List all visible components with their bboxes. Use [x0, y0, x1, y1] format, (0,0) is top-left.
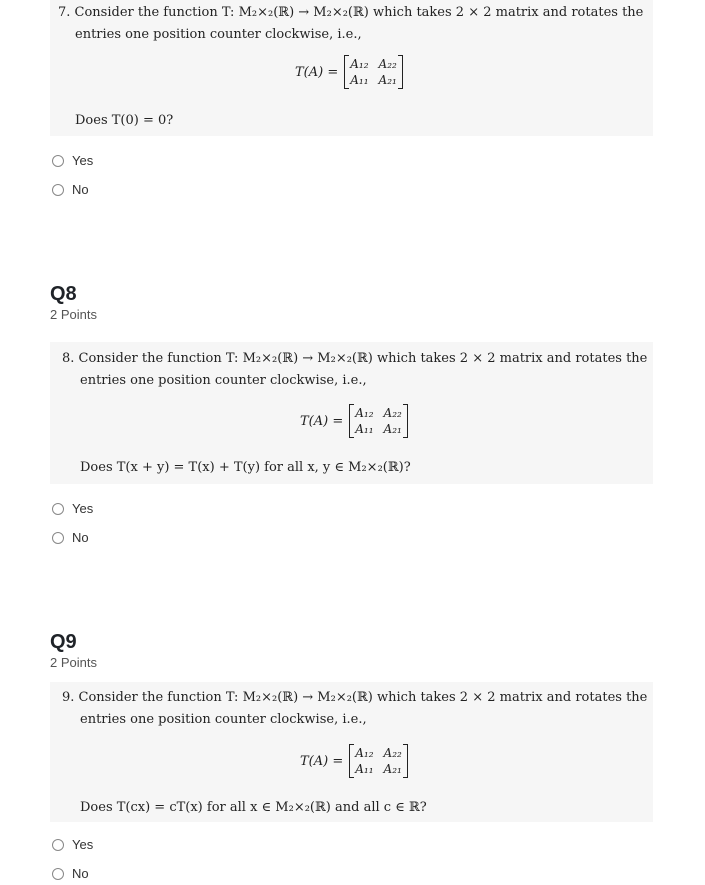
q9-formula-lhs: T(A) =: [300, 753, 344, 769]
q8-option-no[interactable]: [52, 530, 89, 545]
radio-button[interactable]: [52, 155, 64, 167]
matrix-entry: A₁₁: [355, 422, 374, 436]
q9-title: Q9: [50, 631, 77, 653]
q9-points: 2 Points: [50, 655, 97, 670]
radio-button[interactable]: [52, 868, 64, 880]
q8-formula-lhs: T(A) =: [300, 413, 344, 429]
q8-question-box: [50, 342, 653, 484]
q7-option-yes[interactable]: [52, 153, 93, 168]
radio-button[interactable]: [52, 532, 64, 544]
q9-question: Does T(cx) = cT(x) for all x ∈ M₂×₂(ℝ) and all c ∈ ℝ?: [80, 800, 427, 815]
q7-intro-line2: entries one position counter clockwise, i.e.,: [75, 27, 362, 42]
option-label: Yes: [72, 837, 94, 852]
matrix-entry: A₂₂: [383, 406, 402, 420]
radio-button[interactable]: [52, 184, 64, 196]
q8-title: Q8: [50, 283, 77, 305]
matrix-entry: A₁₂: [355, 746, 374, 760]
q8-option-yes[interactable]: [52, 501, 93, 516]
q9-option-no[interactable]: [52, 866, 89, 881]
q9-formula: [300, 744, 408, 778]
q8-points: 2 Points: [50, 307, 97, 322]
q7-formula-lhs: T(A) =: [295, 64, 339, 80]
q7-matrix: [344, 55, 403, 89]
option-label: No: [72, 530, 89, 545]
option-label: Yes: [72, 501, 94, 516]
option-label: No: [72, 866, 89, 881]
matrix-entry: A₁₁: [355, 762, 374, 776]
q8-question: Does T(x + y) = T(x) + T(y) for all x, y ∈ M₂×₂(ℝ)?: [80, 460, 411, 475]
q7-option-no[interactable]: [52, 182, 89, 197]
option-label: Yes: [72, 153, 94, 168]
q8-intro-line1: 8. Consider the function T: M₂×₂(ℝ) → M₂×₂(ℝ) which takes 2 × 2 matrix and rotates the: [62, 351, 648, 366]
matrix-entry: A₁₁: [350, 73, 369, 87]
q9-intro-line1: 9. Consider the function T: M₂×₂(ℝ) → M₂×₂(ℝ) which takes 2 × 2 matrix and rotates the: [62, 690, 648, 705]
q7-question: Does T(0) = 0?: [75, 113, 174, 128]
matrix-entry: A₂₂: [378, 57, 397, 71]
matrix-entry: A₂₁: [383, 422, 402, 436]
matrix-entry: A₁₂: [350, 57, 369, 71]
q9-option-yes[interactable]: [52, 837, 93, 852]
radio-button[interactable]: [52, 503, 64, 515]
q7-question-box: [50, 0, 653, 136]
q7-intro-line1: 7. Consider the function T: M₂×₂(ℝ) → M₂×₂(ℝ) which takes 2 × 2 matrix and rotates the: [58, 5, 644, 20]
q8-matrix: [349, 404, 408, 438]
q8-formula: [300, 404, 408, 438]
matrix-entry: A₂₂: [383, 746, 402, 760]
matrix-entry: A₂₁: [378, 73, 397, 87]
radio-button[interactable]: [52, 839, 64, 851]
matrix-entry: A₁₂: [355, 406, 374, 420]
q9-intro-line2: entries one position counter clockwise, i.e.,: [80, 712, 367, 727]
option-label: No: [72, 182, 89, 197]
q7-formula: [295, 55, 403, 89]
q9-matrix: [349, 744, 408, 778]
matrix-entry: A₂₁: [383, 762, 402, 776]
q8-intro-line2: entries one position counter clockwise, i.e.,: [80, 373, 367, 388]
q9-question-box: [50, 682, 653, 822]
